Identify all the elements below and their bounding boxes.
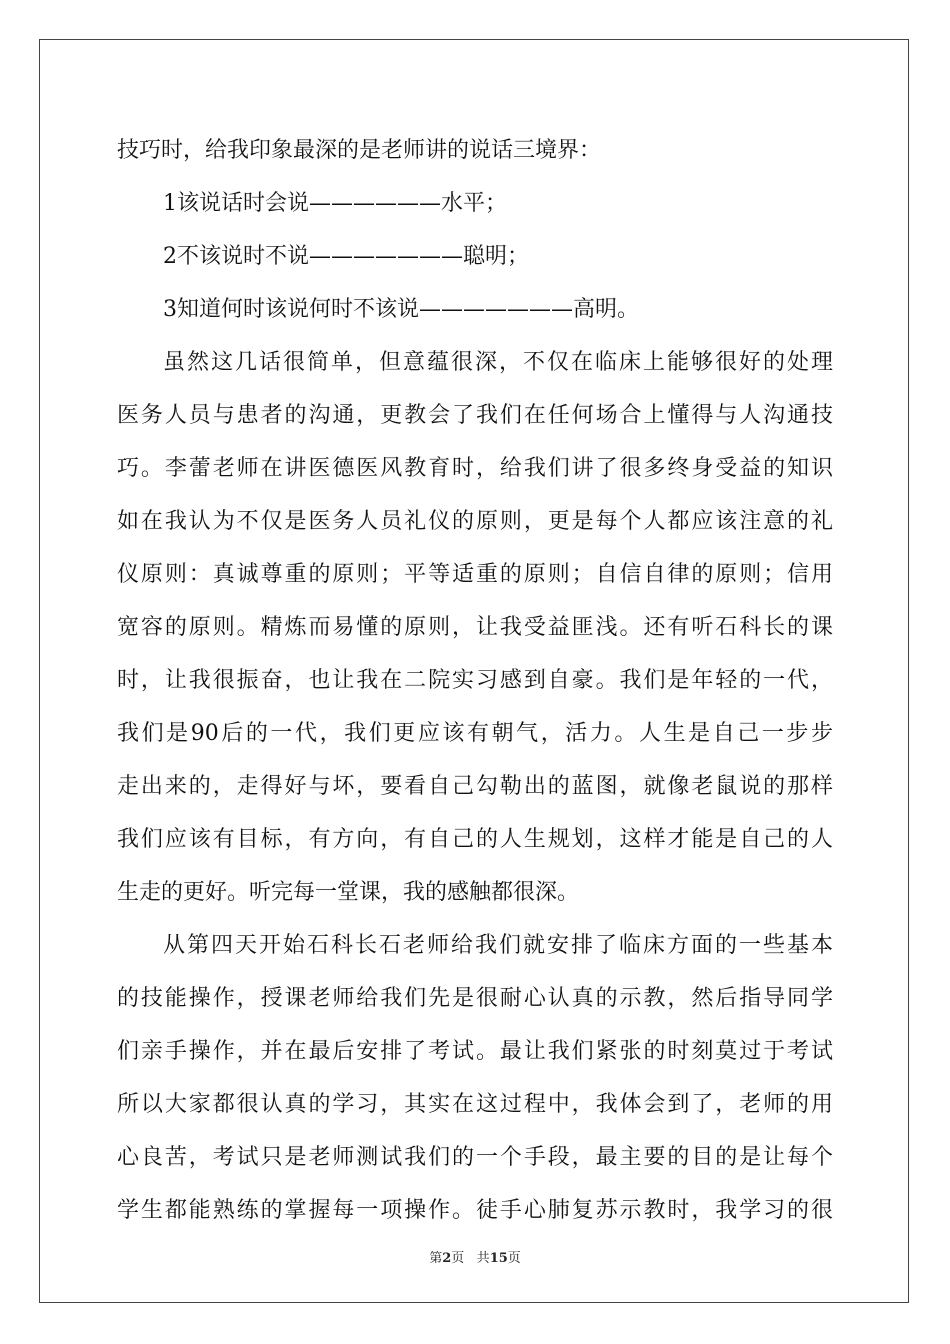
body-line: 医务人员与患者的沟通，更教会了我们在任何场合上懂得与人沟通技: [117, 403, 833, 428]
footer-total-prefix: 共: [476, 1251, 490, 1266]
body-line: 2不该说时不说———————聪明；: [163, 244, 529, 269]
footer-total-pages: 15: [489, 1251, 508, 1266]
footer-page-suffix: 页: [451, 1251, 465, 1266]
body-line: 心良苦，考试只是老师测试我们的一个手段，最主要的目的是让每个: [117, 1145, 833, 1170]
body-line: 的技能操作，授课老师给我们先是很耐心认真的示教，然后指导同学: [117, 986, 833, 1011]
body-line: 所以大家都很认真的学习，其实在这过程中，我体会到了，老师的用: [117, 1092, 833, 1117]
body-line: 虽然这几话很简单，但意蕴很深，不仅在临床上能够很好的处理: [163, 350, 833, 375]
footer-total-suffix: 页: [507, 1251, 521, 1266]
body-line: 走出来的，走得好与坏，要看自己勾勒出的蓝图，就像老鼠说的那样: [117, 774, 833, 799]
body-line: 们亲手操作，并在最后安排了考试。最让我们紧张的时刻莫过于考试: [117, 1039, 833, 1064]
body-line: 生走的更好。听完每一堂课，我的感触都很深。: [117, 880, 580, 905]
body-line: 我们应该有目标，有方向，有自己的人生规划，这样才能是自己的人: [117, 827, 833, 852]
document-body: [117, 124, 833, 1237]
body-line: 巧。李蕾老师在讲医德医风教育时，给我们讲了很多终身受益的知识: [117, 456, 833, 481]
body-line: 时，让我很振奋，也让我在二院实习感到自豪。我们是年轻的一代，: [117, 668, 833, 693]
body-line: 仪原则：真诚尊重的原则；平等适重的原则；自信自律的原则；信用: [117, 562, 833, 587]
page-footer: [0, 1247, 950, 1266]
footer-page-number: 2: [442, 1251, 452, 1266]
body-line: 我们是90后的一代，我们更应该有朝气，活力。人生是自己一步步: [117, 721, 833, 746]
body-line: 如在我认为不仅是医务人员礼仪的原则，更是每个人都应该注意的礼: [117, 509, 833, 534]
body-line: 1该说话时会说——————水平；: [163, 191, 507, 216]
body-line: 3知道何时该说何时不该说———————高明。: [163, 297, 639, 322]
body-line: 宽容的原则。精炼而易懂的原则，让我受益匪浅。还有听石科长的课: [117, 615, 833, 640]
footer-prefix: 第: [429, 1251, 443, 1266]
body-line: 学生都能熟练的掌握每一项操作。徒手心肺复苏示教时，我学习的很: [117, 1198, 833, 1223]
body-line: 从第四天开始石科长石老师给我们就安排了临床方面的一些基本: [163, 933, 833, 958]
body-line: 技巧时，给我印象最深的是老师讲的说话三境界：: [117, 138, 602, 163]
